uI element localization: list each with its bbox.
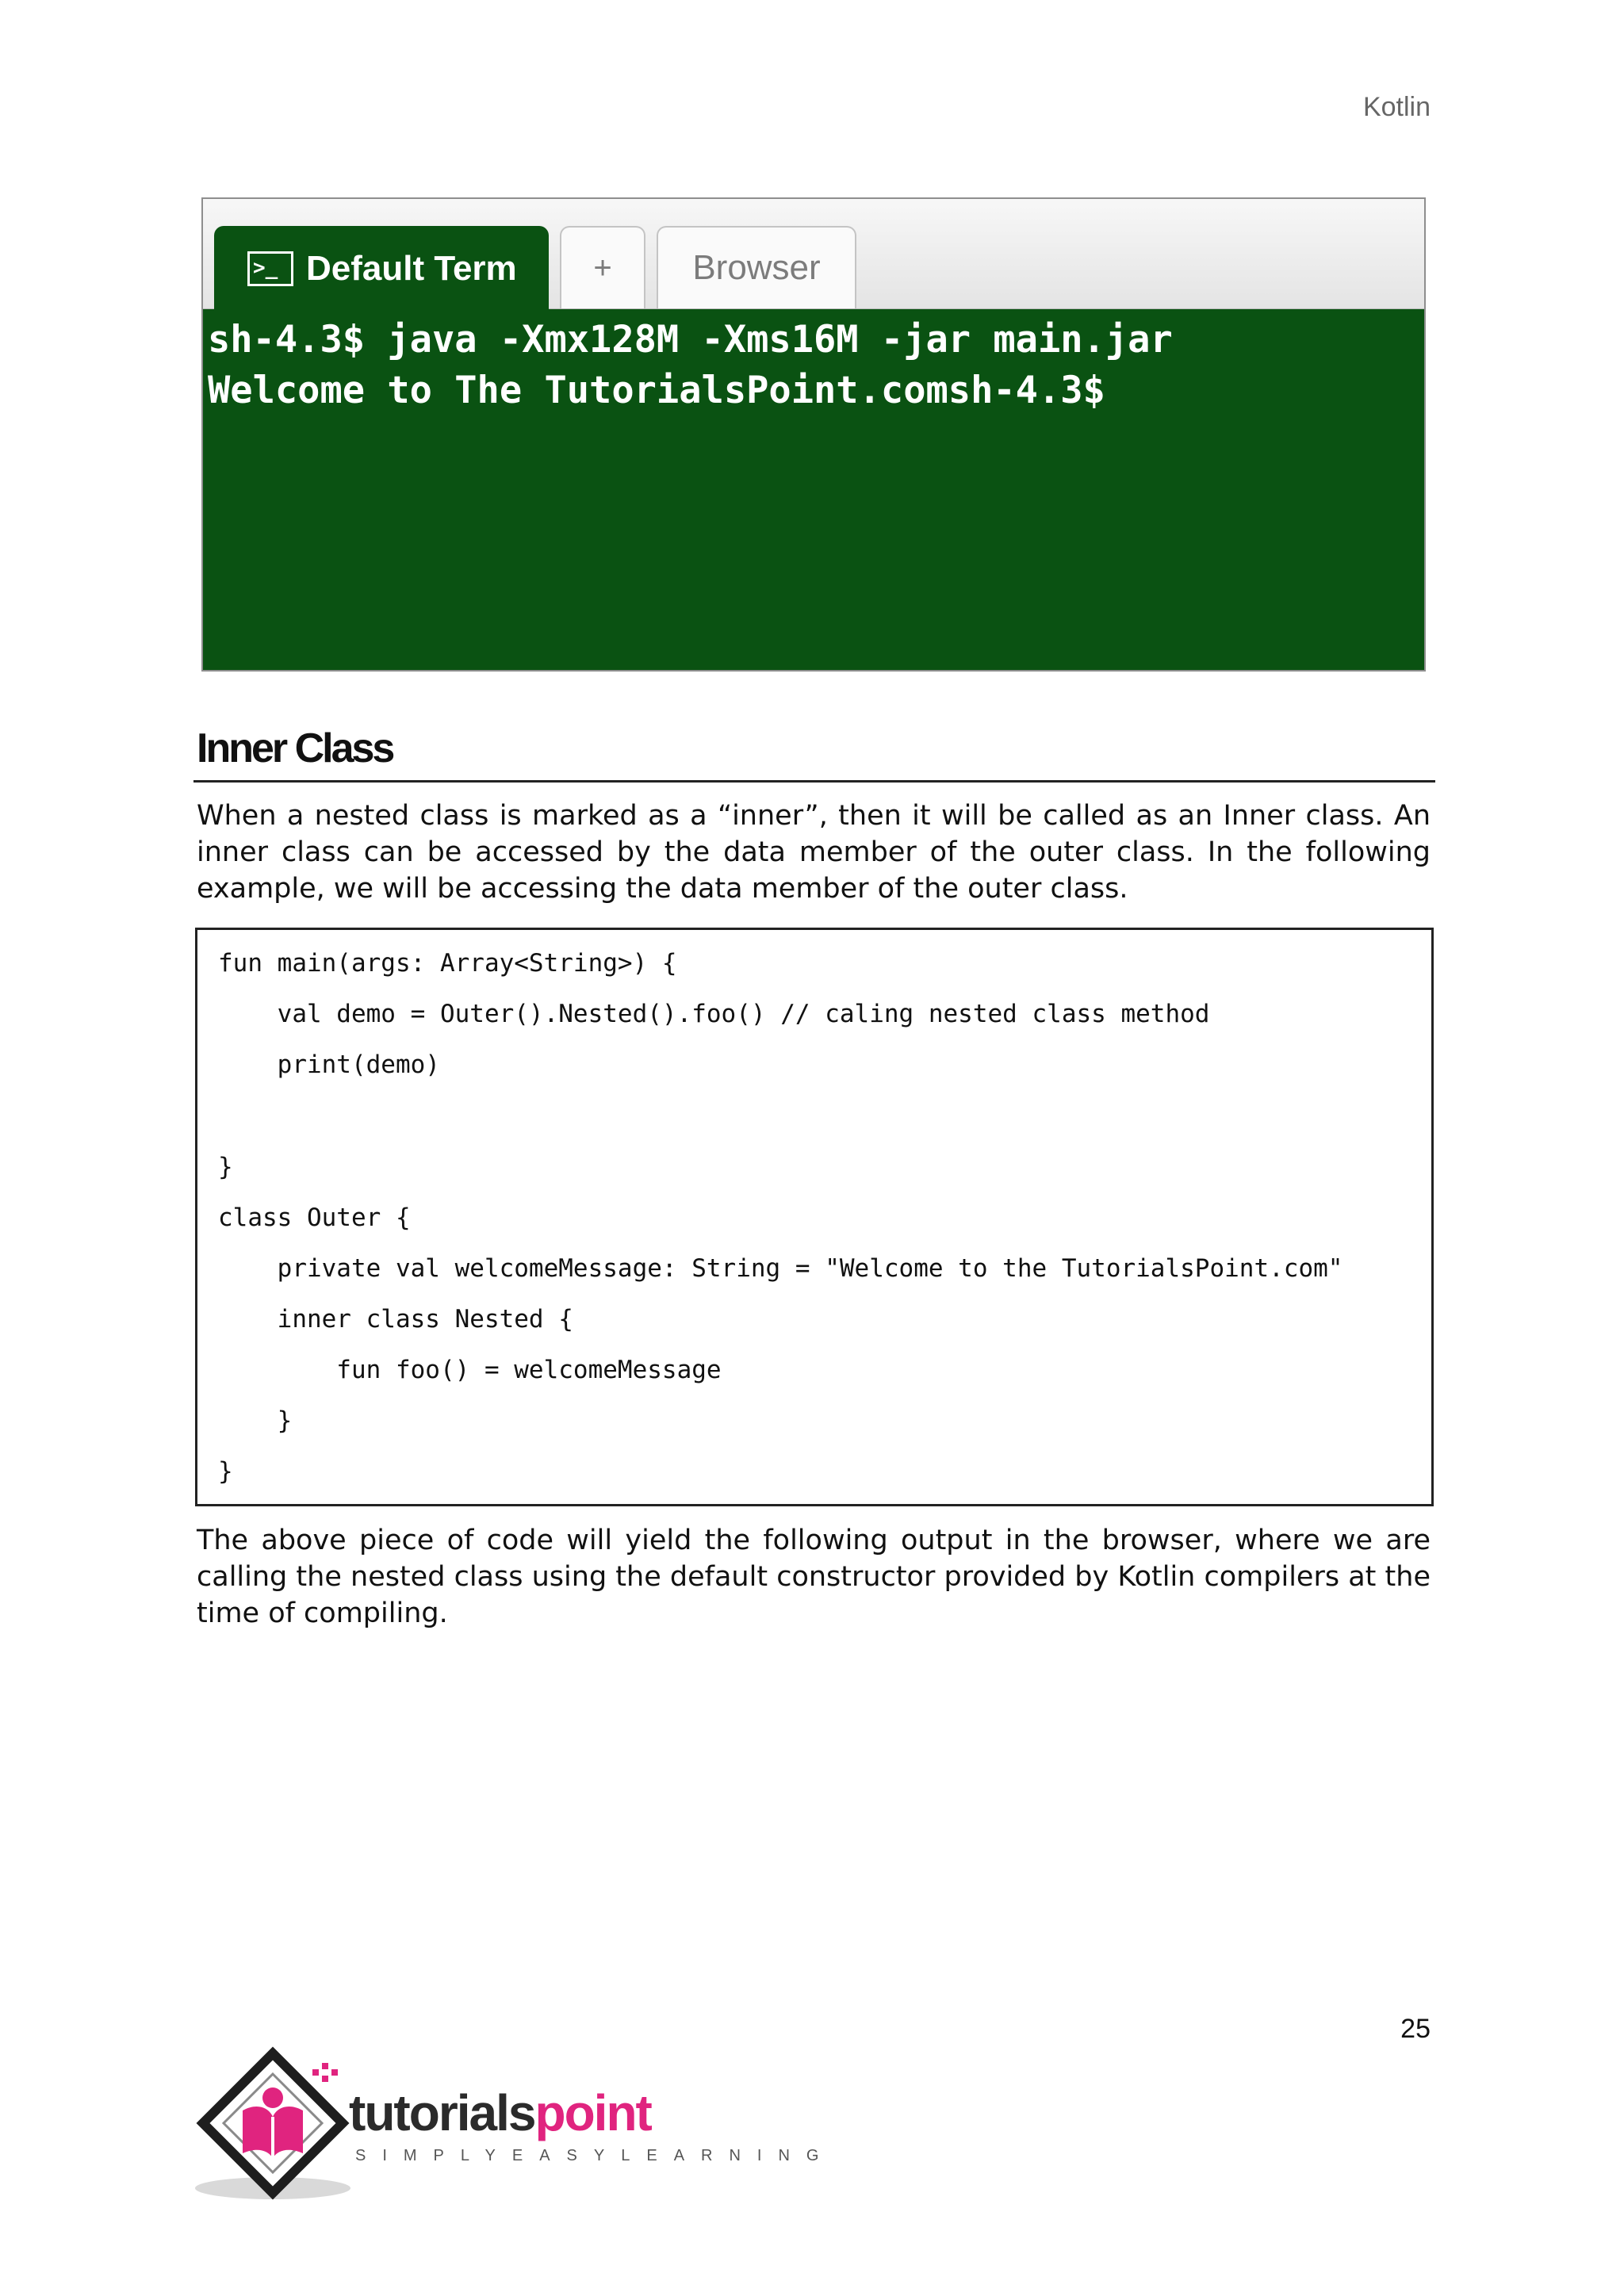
code-line: }: [218, 1153, 233, 1181]
code-line: private val welcomeMessage: String = "Welcome to the TutorialsPoint.com": [218, 1254, 1343, 1283]
add-tab-button[interactable]: +: [560, 226, 645, 308]
terminal-icon: >_: [247, 251, 293, 286]
code-line: }: [218, 1457, 233, 1486]
code-line: inner class Nested {: [218, 1305, 573, 1334]
code-line: print(demo): [218, 1050, 440, 1079]
tutorialspoint-logo: [193, 2045, 836, 2204]
section-title: Inner Class: [197, 725, 393, 771]
terminal-tab-bar: [203, 199, 1424, 309]
logo-wordmark: [349, 2085, 651, 2141]
terminal-line: sh-4.3$ java -Xmx128M -Xms16M -jar main.jar: [208, 318, 1173, 362]
logo-tagline: SIMPLYEASYLEARNING: [355, 2147, 836, 2164]
terminal-output: [208, 315, 1424, 416]
terminal-screenshot: [201, 197, 1426, 672]
logo-emblem-icon: [193, 2045, 352, 2204]
tab-browser[interactable]: Browser: [657, 226, 856, 308]
running-header: Kotlin: [1362, 92, 1431, 122]
page-number: 25: [1400, 2014, 1431, 2044]
code-line: fun foo() = welcomeMessage: [218, 1356, 722, 1384]
code-line: }: [218, 1406, 293, 1435]
code-line: fun main(args: Array<String>) {: [218, 949, 677, 978]
logo-word-tutorials: tutorials: [349, 2084, 535, 2141]
title-underline: [193, 780, 1435, 783]
code-line: val demo = Outer().Nested().foo() // caling nested class method: [218, 1000, 1210, 1028]
logo-word-point: point: [534, 2084, 651, 2141]
tab-default-term[interactable]: [214, 226, 549, 310]
terminal-line: Welcome to The TutorialsPoint.comsh-4.3$: [208, 369, 1105, 412]
code-line: class Outer {: [218, 1203, 411, 1232]
tab-label: Default Term: [306, 249, 517, 288]
outro-paragraph: The above piece of code will yield the following output in the browser, where we are calling the nested class using the default constructor provided by Kotlin compilers at the time of compiling.: [197, 1525, 1431, 1629]
code-block: [195, 928, 1434, 1506]
intro-paragraph: When a nested class is marked as a “inner”, then it will be called as an Inner class. An inner class can be accessed by the data member of the outer class. In the following example, we will be accessing the data member of the outer class.: [197, 800, 1431, 905]
